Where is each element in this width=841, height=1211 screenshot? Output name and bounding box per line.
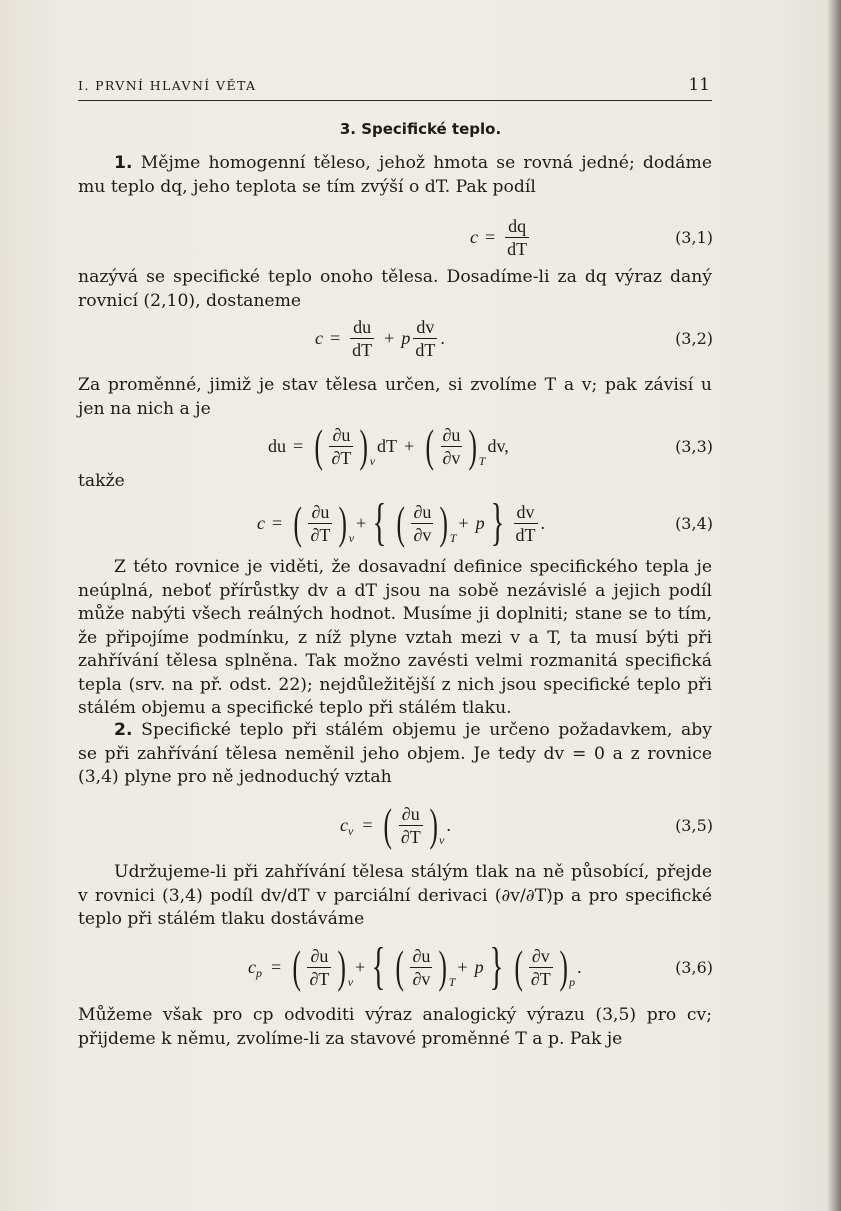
paragraph-2 — [78, 266, 712, 313]
text-line: nazývá se specifické teplo onoho tělesa. Dosadíme-li za dq výraz daný — [78, 267, 712, 287]
fraction — [514, 502, 538, 545]
eq-equals: = — [271, 956, 282, 977]
partial-derivative: ( $\frac{\partial u}{\partial v}$ ) — [396, 497, 449, 548]
fraction-denominator: ∂T — [309, 968, 330, 989]
eq-lhs: c — [257, 512, 265, 533]
eq-pressure: p — [401, 327, 411, 348]
eq-subscript: v — [439, 832, 445, 847]
page-header — [78, 74, 712, 101]
fraction — [413, 317, 437, 360]
paragraph-3 — [78, 374, 712, 421]
text-line: Udržujeme-li při zahřívání tělesa stálým tlak na ně působící, přejde — [114, 862, 712, 882]
eq-end: . — [577, 956, 582, 977]
fraction-denominator: dT — [507, 238, 528, 259]
fraction-denominator: ∂v — [412, 968, 431, 989]
text-line: v rovnici (3,4) podíl dv/dT v parciální derivaci (∂v/∂T)p a pro specifické — [78, 885, 712, 906]
eq-pressure: p — [474, 956, 484, 977]
equation-body — [268, 416, 509, 476]
eq-subscript: T — [448, 974, 456, 989]
fraction-numerator: ∂u — [332, 424, 351, 445]
eq-subscript: T — [478, 453, 486, 468]
fraction-numerator: du — [353, 316, 372, 337]
fraction — [410, 946, 432, 989]
text-line: že připojíme podmínku, z níž plyne vztah mezi v a T, ta musí býti při — [78, 627, 712, 648]
paragraph-6 — [78, 719, 712, 790]
eq-lhs: c — [315, 327, 323, 348]
paragraph-5 — [78, 556, 712, 721]
eq-term: dT — [377, 435, 398, 456]
paragraph-marker: 1. — [114, 153, 133, 173]
eq-plus: + — [457, 956, 468, 977]
eq-lhs: du — [268, 435, 286, 456]
fraction — [529, 946, 553, 989]
text-line: zahřívání tělesa splněna. Tak možno zavésti velmi rozmanitá specifická — [78, 651, 712, 671]
eq-pressure: p — [475, 512, 485, 533]
text-line: tepla (srv. na př. odst. 22); nejdůležitější z nich jsou specifické teplo při — [78, 674, 712, 695]
text-line: Můžeme však pro cp odvoditi výraz analogický výrazu (3,5) pro cv; — [78, 1005, 712, 1025]
text-line: Z této rovnice je viděti, že dosavadní definice specifického tepla je — [114, 557, 712, 577]
eq-subscript: p — [569, 974, 576, 989]
fraction-numerator: dq — [508, 215, 527, 236]
eq-equals: = — [485, 226, 496, 247]
line-text: Mějme homogenní těleso, jehož hmota se rovná jedné; dodáme — [140, 153, 712, 173]
equation-number: (3,4) — [675, 513, 713, 533]
eq-lhs: c — [248, 956, 256, 977]
fraction — [399, 804, 423, 847]
equation-number: (3,3) — [675, 436, 713, 456]
equation-body — [340, 795, 451, 855]
equation-body — [315, 308, 445, 368]
equation-3-5 — [0, 795, 841, 855]
equation-body — [470, 207, 532, 267]
equation-3-6 — [0, 937, 841, 997]
brace-group: { ( $\frac{\partial u}{\partial v}$ ) T + p } — [372, 494, 504, 551]
eq-equals: = — [272, 512, 283, 533]
fraction — [307, 946, 331, 989]
text-line: se při zahřívání tělesa neměnil jeho objem. Je tedy dv = 0 a z rovnice — [78, 743, 712, 764]
fraction-denominator: dT — [352, 339, 373, 360]
eq-plus: + — [458, 512, 469, 533]
equation-number: (3,5) — [675, 815, 713, 835]
eq-subscript: v — [348, 530, 355, 545]
eq-end: . — [440, 327, 445, 348]
fraction-numerator: ∂u — [310, 945, 329, 966]
eq-subscript: v — [369, 453, 376, 468]
text-line: neúplná, neboť přírůstky dv a dT jsou na sobě nezávislé a jejich podíl — [78, 580, 712, 601]
equation-3-1 — [0, 207, 841, 267]
eq-subscript: v — [347, 974, 354, 989]
eq-equals: = — [293, 435, 304, 456]
equation-3-4 — [0, 493, 841, 553]
eq-end: . — [540, 512, 546, 533]
fraction-denominator: ∂v — [442, 447, 461, 468]
eq-plus: + — [355, 956, 366, 977]
page-edge-shadow — [827, 0, 841, 1211]
eq-lhs: c — [340, 814, 348, 835]
equation-body — [248, 937, 582, 997]
line-text: Specifické teplo při stálém objemu je určeno požadavkem, aby — [141, 720, 712, 740]
eq-equals: = — [330, 327, 341, 348]
text-line — [78, 152, 712, 176]
partial-derivative: ( $\frac{\partial u}{\partial T}$ ) — [293, 497, 348, 548]
fraction-numerator: ∂u — [413, 501, 432, 522]
fraction-numerator: ∂u — [311, 501, 330, 522]
equation-3-2 — [0, 308, 841, 368]
fraction-denominator: ∂T — [530, 968, 551, 989]
fraction-denominator: dT — [415, 339, 436, 360]
text-line — [78, 719, 712, 743]
fraction-denominator: ∂T — [400, 826, 421, 847]
eq-term: dv, — [487, 435, 509, 456]
equation-number: (3,2) — [675, 328, 713, 348]
equation-number: (3,1) — [675, 227, 713, 247]
partial-derivative: ( $\frac{\partial u}{\partial T}$ ) — [292, 941, 347, 992]
text-line: mu teplo dq, jeho teplota se tím zvýší o dT. Pak podíl — [78, 176, 536, 197]
paragraph-7 — [78, 861, 712, 932]
fraction-numerator: ∂u — [401, 803, 420, 824]
text-line: teplo při stálém tlaku dostáváme — [78, 909, 365, 929]
fraction-denominator: ∂T — [310, 524, 331, 545]
partial-derivative: ( $\frac{\partial v}{\partial T}$ ) — [513, 941, 568, 992]
text-line: může nabýti všech reálných hodnot. Musíme ji doplniti; stane se to tím, — [78, 604, 712, 624]
fraction-denominator: dT — [515, 524, 536, 545]
eq-end: . — [446, 814, 451, 835]
text-line: přijdeme k němu, zvolíme-li za stavové proměnné T a p. Pak je — [78, 1028, 623, 1049]
eq-subscript: p — [256, 965, 262, 980]
fraction — [441, 425, 463, 468]
paragraph-1 — [78, 152, 712, 199]
eq-equals: = — [362, 814, 373, 835]
eq-subscript: v — [348, 823, 354, 838]
eq-plus: + — [384, 327, 395, 348]
page-number: 11 — [688, 75, 710, 95]
fraction — [350, 317, 374, 360]
text-line: stálém objemu a specifické teplo při stálém tlaku. — [78, 698, 512, 718]
brace-group: { ( $\frac{\partial u}{\partial v}$ ) T + p } — [371, 938, 503, 995]
eq-subscript: T — [449, 530, 457, 545]
fraction-numerator: ∂u — [412, 945, 431, 966]
fraction-numerator: ∂v — [531, 945, 550, 966]
partial-derivative: ( $\frac{\partial u}{\partial v}$ ) — [425, 420, 478, 471]
section-title: 3. Specifické teplo. — [339, 120, 502, 138]
fraction — [411, 502, 433, 545]
fraction-numerator: dv — [516, 501, 535, 522]
fraction — [308, 502, 332, 545]
equation-3-3 — [0, 416, 841, 476]
fraction — [505, 216, 529, 259]
partial-derivative: ( $\frac{\partial u}{\partial T}$ ) — [383, 799, 438, 850]
paragraph-4: takže — [78, 471, 125, 491]
equation-number: (3,6) — [675, 957, 713, 977]
eq-lhs: c — [470, 226, 478, 247]
fraction — [329, 425, 353, 468]
paragraph-8 — [78, 1004, 712, 1051]
fraction-denominator: ∂T — [331, 447, 352, 468]
partial-derivative: ( $\frac{\partial u}{\partial T}$ ) — [314, 420, 369, 471]
fraction-numerator: dv — [416, 316, 435, 337]
partial-derivative: ( $\frac{\partial u}{\partial v}$ ) — [395, 941, 448, 992]
running-head: I. PRVNÍ HLAVNÍ VĚTA — [78, 78, 257, 93]
fraction-denominator: ∂v — [413, 524, 432, 545]
text-line: Za proměnné, jimiž je stav tělesa určen, si zvolíme T a v; pak závisí u — [78, 375, 712, 395]
eq-plus: + — [404, 435, 415, 456]
paragraph-marker: 2. — [114, 720, 133, 740]
text-line: jen na nich a je — [78, 398, 211, 419]
text-line: rovnicí (2,10), dostaneme — [78, 290, 302, 311]
fraction-numerator: ∂u — [442, 424, 461, 445]
equation-body — [257, 493, 545, 553]
text-line: (3,4) plyne pro ně jednoduchý vztah — [78, 767, 392, 787]
eq-plus: + — [356, 512, 367, 533]
